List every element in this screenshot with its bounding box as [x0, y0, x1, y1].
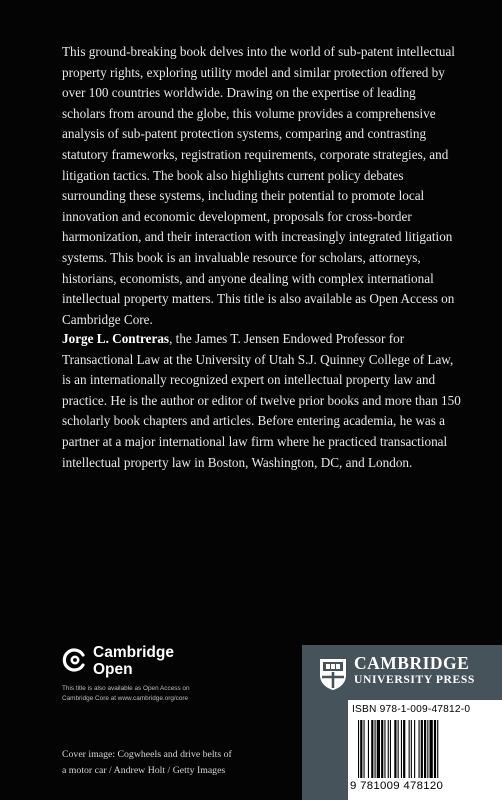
open-access-note-line2: Cambridge Core at www.cambridge.org/core: [62, 695, 189, 702]
barcode-bar: [377, 720, 380, 778]
barcode-bar: [381, 720, 383, 778]
isbn-label: ISBN 978-1-009-47812-0: [352, 704, 471, 715]
book-description: [62, 42, 460, 330]
barcode-bar: [368, 720, 369, 778]
open-access-icon: [62, 647, 88, 673]
barcode-bar: [358, 720, 359, 778]
cambridge-crest-icon: [318, 657, 348, 691]
barcode-bar: [411, 720, 412, 778]
barcode-bar: [388, 720, 389, 778]
barcode-bar: [364, 720, 365, 778]
barcode-bar: [414, 720, 415, 778]
barcode-bar: [427, 720, 428, 778]
author-bio-text: , the James T. Jensen Endowed Professor for Transactional Law at the University of Utah S.J. Quinney College of Law, is an internationally recognized expert on intellectual property law and practice. He is the author or editor of twelve prior books and more than 150 scholarly book chapters and articles. Before entering academia, he was a partner at a major international law firm where he practiced transactional intellectual property law in Boston, Washington, DC, and London.: [62, 331, 461, 470]
cambridge-open-line1: Cambridge: [93, 644, 174, 661]
publisher-name: CAMBRIDGE: [354, 653, 470, 673]
cover-image-credit: [62, 747, 282, 778]
barcode-bar: [394, 720, 396, 778]
author-bio: [62, 329, 464, 473]
cambridge-open-logo: [62, 645, 182, 681]
barcode-box: [348, 700, 502, 800]
barcode-bar: [384, 720, 385, 778]
cambridge-open-line2: Open: [93, 660, 133, 678]
barcode-bar: [430, 720, 433, 778]
barcode-bar: [401, 720, 402, 778]
cover-credit-line2: a motor car / Andrew Holt / Getty Images: [62, 764, 226, 776]
barcode-bar: [409, 720, 410, 778]
publisher-panel: [302, 645, 502, 800]
barcode-digits: 9 781009 478120: [350, 780, 444, 792]
barcode-bar: [360, 720, 362, 778]
publisher-press: UNIVERSITY PRESS: [354, 673, 475, 686]
description-text: This ground-breaking book delves into the world of sub-patent intellectual property rights, exploring utility model and similar protection offered by over 100 countries worldwide. Drawing on the expertise of leading scholars from around the globe, this volume provides a comprehensive analysis of sub-patent protection systems, comparing and contrasting statutory frameworks, registration requirements, corporate strategies, and litigation tactics. The book also highlights current policy debates surrounding these systems, including their potential to promote local innovation and economic development, proposals for cross-border harmonization, and their interaction with increasingly integrated litigation systems. This book is an invaluable resource for scholars, attorneys, historians, economists, and anyone dealing with complex international intellectual property matters. This title is also available as Open Access on Cambridge Core.: [62, 44, 455, 327]
barcode-bar: [375, 720, 376, 778]
cover-credit-line1: Cover image: Cogwheels and drive belts of: [62, 749, 232, 760]
barcode-bar: [390, 720, 391, 778]
author-name: Jorge L. Contreras: [62, 331, 170, 346]
barcode-bar: [421, 720, 423, 778]
barcode-bar: [424, 720, 426, 778]
barcode-bar: [419, 720, 420, 778]
open-access-note-line1: This title is also available as Open Access on: [62, 685, 190, 692]
barcode-graphic: [358, 720, 498, 778]
barcode-bar: [434, 720, 436, 778]
barcode-bar: [403, 720, 405, 778]
barcode-bar: [371, 720, 373, 778]
barcode-bar: [437, 720, 438, 778]
cambridge-open-wordmark: [93, 645, 174, 678]
barcode-bar: [398, 720, 399, 778]
open-access-note: [62, 684, 262, 704]
